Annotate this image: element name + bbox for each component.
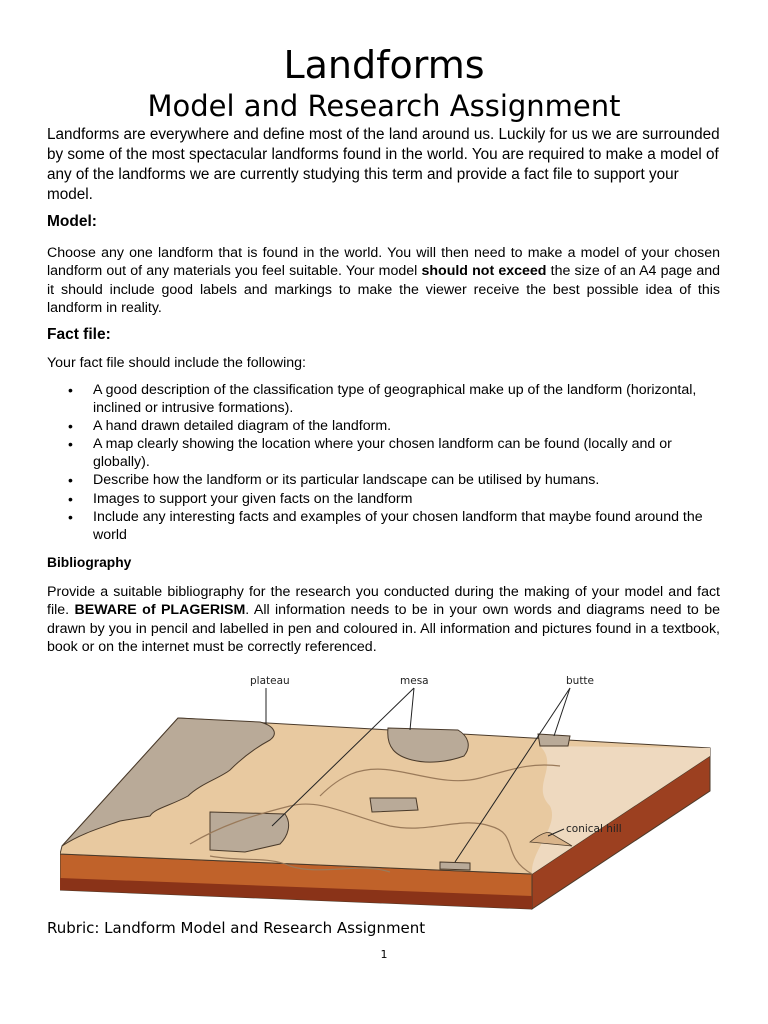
conical-hill-label: conical hill (566, 823, 622, 835)
bibliography-heading: Bibliography (47, 555, 132, 570)
bullet-icon: • (68, 508, 73, 525)
list-item (47, 417, 720, 435)
model-text-2: the size of an A4 page and it should include good labels and markings to make the viewer receive the best possible idea of this landform in reality. (47, 263, 720, 316)
list-item-text: A hand drawn detailed diagram of the landform. (93, 418, 392, 435)
bibliography-text-bold: BEWARE of PLAGERISM (74, 602, 246, 619)
fact-file-heading: Fact file: (47, 326, 111, 343)
mesa-label: mesa (400, 675, 429, 687)
bibliography-text-1: Provide a suitable bibliography for the research you conducted during the making of your model and fact file. (47, 584, 720, 619)
list-item (47, 381, 720, 417)
page-title: Landforms (283, 43, 485, 87)
bullet-icon: • (68, 382, 73, 398)
list-item-text: Describe how the landform or its particular landscape can be utilised by humans. (93, 472, 600, 489)
butte-label: butte (566, 675, 595, 687)
list-item-text: A map clearly showing the location where your chosen landform can be found (locally and or globally). (93, 436, 672, 471)
bibliography-paragraph (47, 583, 720, 656)
list-item-text: Include any interesting facts and examples of your chosen landform that maybe found around the world (93, 508, 703, 543)
mesa-leader (410, 688, 414, 730)
plain-region (532, 746, 710, 874)
page-subtitle: Model and Research Assignment (147, 89, 621, 123)
bullet-icon: • (68, 418, 73, 435)
bibliography-text-2: . All information needs to be in your own words and diagrams need to be drawn by you in pencil and labelled in pen and coloured in. All information and pictures found in a textbook, book or on the internet must be correctly referenced. (47, 602, 720, 655)
plateau-label: plateau (250, 675, 290, 687)
list-item (47, 435, 720, 471)
rubric-heading: Rubric: Landform Model and Research Assignment (47, 919, 426, 937)
fact-file-intro: Your fact file should include the following: (47, 355, 306, 371)
bullet-icon: • (68, 436, 73, 453)
small-mesa-shape (370, 798, 418, 812)
bullet-icon: • (68, 472, 73, 489)
model-heading: Model: (47, 213, 97, 230)
list-item-text: A good description of the classification type of geographical make up of the landform (horizontal, inclined or intrusive formations). (93, 382, 697, 417)
front-butte-shape (440, 862, 470, 870)
model-paragraph (47, 244, 720, 317)
model-text-bold: should not exceed (421, 263, 547, 280)
intro-paragraph: Landforms are everywhere and define most of the land around us. Luckily for us we are surrounded by some of the most spectacular landforms found in the world. You are required to make a model of any of the landforms we are currently studying this term and provide a fact file to support your model. (47, 126, 720, 203)
list-item (47, 508, 720, 544)
butte-leader (554, 688, 570, 736)
fact-file-list (47, 381, 720, 544)
landform-diagram (60, 666, 715, 916)
list-item-text: Images to support your given facts on the landform (93, 490, 413, 507)
bullet-icon: • (68, 490, 73, 507)
list-item (47, 471, 720, 489)
list-item (47, 490, 720, 508)
page-number: 1 (380, 948, 388, 961)
model-text-1: Choose any one landform that is found in the world. You will then need to make a model of your chosen landform out of any materials you feel suitable. Your model (47, 245, 720, 280)
